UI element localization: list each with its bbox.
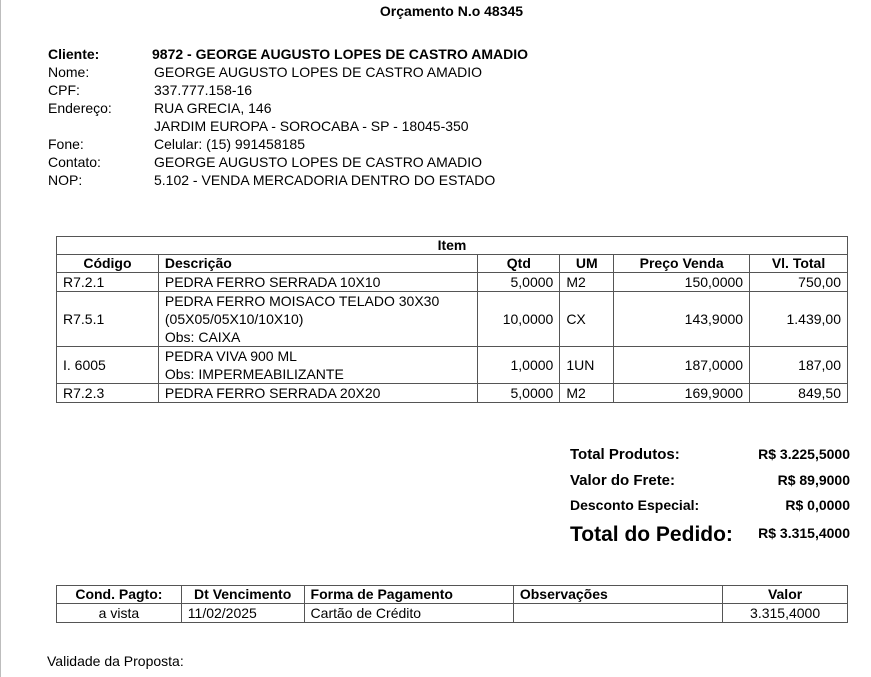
header-preco: Preço Venda: [614, 255, 750, 273]
address-line-1: RUA GRECIA, 146: [154, 100, 272, 116]
address-label: Endereço:: [48, 100, 112, 116]
cell-um: 1UN: [560, 347, 614, 384]
header-forma-pagamento: Forma de Pagamento: [304, 586, 513, 604]
cell-codigo: I. 6005: [57, 347, 159, 384]
cell-observacoes: [513, 604, 722, 623]
order-total-label: Total do Pedido:: [570, 523, 733, 546]
table-row: [57, 384, 848, 403]
desc-line: PEDRA VIVA 900 ML: [164, 348, 297, 364]
address-row: [48, 99, 528, 117]
freight-label: Valor do Frete:: [570, 472, 676, 489]
header-vencimento: Dt Vencimento: [181, 586, 304, 604]
header-total: Vl. Total: [750, 255, 848, 273]
table-row: [57, 347, 848, 384]
cell-um: M2: [560, 273, 614, 292]
header-um: UM: [560, 255, 614, 273]
cell-preco: 143,9000: [614, 292, 750, 347]
table-row: [57, 604, 848, 623]
contact-row: [48, 153, 528, 171]
cell-codigo: R7.2.3: [57, 384, 159, 403]
cpf-value: 337.777.158-16: [154, 82, 253, 98]
header-descricao: Descrição: [158, 255, 478, 273]
desc-line: PEDRA FERRO SERRADA 10X10: [164, 274, 381, 290]
cell-qtd: 10,0000: [478, 292, 560, 347]
cell-total: 849,50: [750, 384, 848, 403]
discount-value: R$ 0,0000: [785, 497, 850, 513]
order-total: [570, 523, 850, 551]
discount-label: Desconto Especial:: [570, 497, 700, 513]
total-products: [570, 446, 850, 472]
cell-cond-pagto: a vista: [57, 604, 182, 623]
cell-descricao: [158, 347, 478, 384]
cell-descricao: [158, 292, 478, 347]
cell-forma-pagamento: Cartão de Crédito: [304, 604, 513, 623]
cell-vencimento: 11/02/2025: [181, 604, 304, 623]
cpf-label: CPF:: [48, 82, 80, 98]
address-row-2: [48, 117, 528, 135]
contact-value: GEORGE AUGUSTO LOPES DE CASTRO AMADIO: [154, 154, 483, 170]
client-label: Cliente:: [48, 46, 100, 62]
desc-obs: Obs: IMPERMEABILIZANTE: [164, 366, 344, 382]
table-row: [57, 273, 848, 292]
address-line-2: JARDIM EUROPA - SOROCABA - SP - 18045-350: [154, 118, 469, 134]
header-codigo: Código: [57, 255, 159, 273]
freight-value: R$ 89,9000: [777, 472, 850, 488]
totals-block: [570, 446, 850, 551]
name-row: [48, 63, 528, 81]
nop-label: NOP:: [48, 172, 83, 188]
cell-total: 187,00: [750, 347, 848, 384]
page-left-border: [0, 0, 1, 677]
total-products-label: Total Produtos:: [570, 446, 680, 463]
header-qtd: Qtd: [478, 255, 560, 273]
table-row: [57, 292, 848, 347]
contact-label: Contato:: [48, 154, 101, 170]
items-caption: Item: [57, 237, 848, 255]
cell-preco: 169,9000: [614, 384, 750, 403]
client-row: [48, 45, 528, 63]
header-observacoes: Observações: [513, 586, 722, 604]
client-value: 9872 - GEORGE AUGUSTO LOPES DE CASTRO AMADIO: [152, 46, 528, 62]
proposal-validity-label: Validade da Proposta:: [47, 653, 184, 669]
cell-codigo: R7.5.1: [57, 292, 159, 347]
cell-valor: 3.315,4000: [723, 604, 848, 623]
cell-qtd: 1,0000: [478, 347, 560, 384]
cell-qtd: 5,0000: [478, 273, 560, 292]
cell-qtd: 5,0000: [478, 384, 560, 403]
phone-value: Celular: (15) 991458185: [154, 136, 305, 152]
cell-um: CX: [560, 292, 614, 347]
desc-obs: Obs: CAIXA: [164, 329, 241, 345]
cell-total: 1.439,00: [750, 292, 848, 347]
phone-row: [48, 135, 528, 153]
special-discount: [570, 497, 850, 523]
cell-preco: 187,0000: [614, 347, 750, 384]
desc-line: PEDRA FERRO SERRADA 20X20: [164, 385, 381, 401]
cell-preco: 150,0000: [614, 273, 750, 292]
cell-descricao: [158, 273, 478, 292]
nop-row: [48, 171, 528, 189]
header-valor: Valor: [723, 586, 848, 604]
phone-label: Fone:: [48, 136, 84, 152]
cell-codigo: R7.2.1: [57, 273, 159, 292]
cell-total: 750,00: [750, 273, 848, 292]
items-table: [56, 236, 848, 403]
payment-table: [56, 585, 848, 623]
name-value: GEORGE AUGUSTO LOPES DE CASTRO AMADIO: [154, 64, 483, 80]
document-title: Orçamento N.o 48345: [379, 3, 524, 19]
cpf-row: [48, 81, 528, 99]
cell-descricao: [158, 384, 478, 403]
total-products-value: R$ 3.225,5000: [758, 446, 850, 462]
freight: [570, 472, 850, 497]
nop-value: 5.102 - VENDA MERCADORIA DENTRO DO ESTADO: [154, 172, 496, 188]
desc-line: (05X05/05X10/10X10): [164, 311, 304, 327]
desc-line: PEDRA FERRO MOISACO TELADO 30X30: [164, 293, 440, 309]
header-cond-pagto: Cond. Pagto:: [57, 586, 182, 604]
name-label: Nome:: [48, 64, 90, 80]
client-info: [48, 45, 528, 189]
cell-um: M2: [560, 384, 614, 403]
order-total-value: R$ 3.315,4000: [758, 525, 850, 541]
